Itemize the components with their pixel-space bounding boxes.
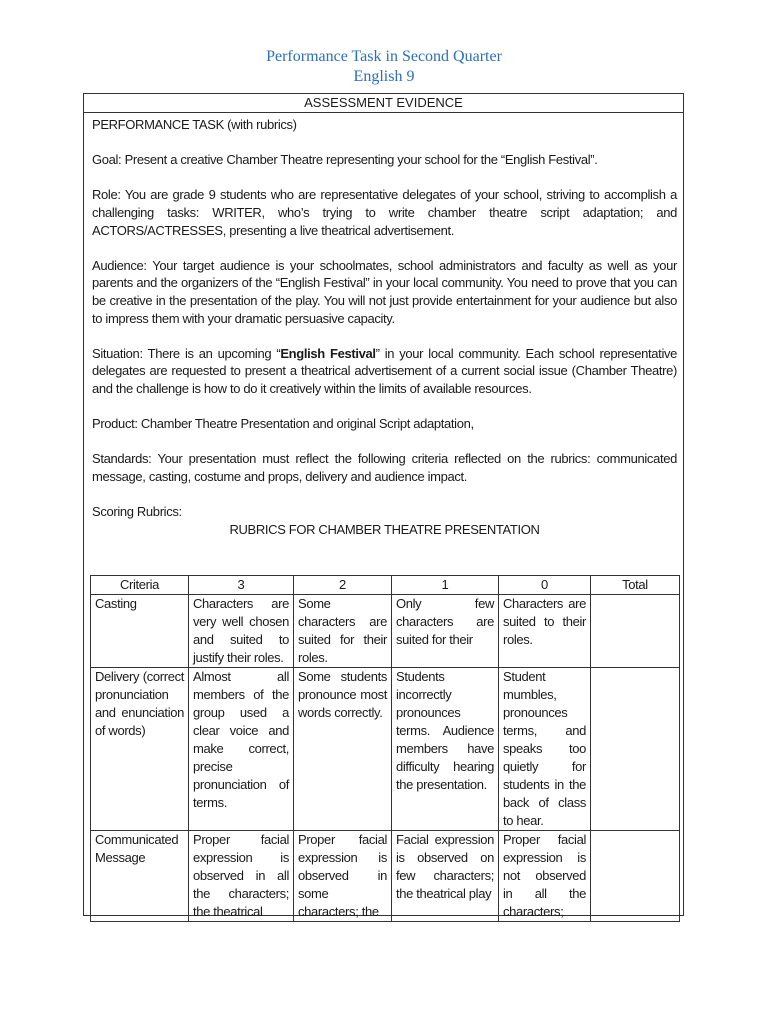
table-row (91, 831, 680, 922)
document-title: Performance Task in Second Quarter (266, 48, 502, 65)
header-score-3: 3 (189, 576, 294, 595)
score-2-cell: Some characters are suited for their roles. (294, 595, 392, 668)
score-0-cell: Proper facial expression is not observed in all the characters; (499, 831, 591, 922)
rubric-table (90, 575, 680, 922)
header-score-2: 2 (294, 576, 392, 595)
total-cell (591, 668, 680, 831)
section-header: ASSESSMENT EVIDENCE (84, 94, 683, 113)
festival-name: English Festival (280, 345, 376, 361)
score-1-cell: Facial expression is observed on few characters; the theatrical play (392, 831, 499, 922)
header-score-1: 1 (392, 576, 499, 595)
performance-task-heading: PERFORMANCE TASK (with rubrics) (92, 117, 297, 132)
score-1-cell: Students incorrectly pronounces terms. Audience members have difficulty hearing the presentation. (392, 668, 499, 831)
header-total: Total (591, 576, 680, 595)
criteria-cell: Casting (91, 595, 189, 668)
assessment-frame (83, 93, 684, 919)
role-paragraph: Role: You are grade 9 students who are representative delegates of your school, striving to accomplish a challenging tasks: WRITER, who’s trying to write chamber theatre script adaptation; and ACTORS/ACTRESSES, presenting a live theatrical advertisement. (92, 187, 677, 238)
score-3-cell: Characters are very well chosen and suited to justify their roles. (189, 595, 294, 668)
score-1-cell: Only few characters are suited for their (392, 595, 499, 668)
goal-paragraph: Goal: Present a creative Chamber Theatre representing your school for the “English Festival”. (92, 152, 598, 168)
table-row (91, 668, 680, 831)
rubric-header-row (91, 576, 680, 595)
total-cell (591, 595, 680, 668)
header-score-0: 0 (499, 576, 591, 595)
criteria-cell: Communicated Message (91, 831, 189, 922)
product-paragraph: Product: Chamber Theatre Presentation and original Script adaptation, (92, 416, 474, 432)
table-row (91, 595, 680, 668)
score-0-cell: Characters are suited to their roles. (499, 595, 591, 668)
document-subtitle: English 9 (353, 68, 415, 85)
score-0-cell: Student mumbles, pronounces terms, and speaks too quietly for students in the back of class to hear. (499, 668, 591, 831)
header-criteria: Criteria (91, 576, 189, 595)
score-3-cell: Almost all members of the group used a clear voice and make correct, precise pronunciation of terms. (189, 668, 294, 831)
rubrics-title: RUBRICS FOR CHAMBER THEATRE PRESENTATION (229, 521, 540, 537)
criteria-cell: Delivery (correct pronunciation and enunciation of words) (91, 668, 189, 831)
task-description (92, 116, 677, 556)
audience-paragraph: Audience: Your target audience is your schoolmates, school administrators and faculty as well as your parents and the organizers of the “English Festival” in your local community. You need to prove that you can be creative in the presentation of the play. You will not just provide entertainment for your audience but also to impress them with your dramatic persuasive capacity. (92, 257, 677, 326)
score-2-cell: Proper facial expression is observed in some characters; the (294, 831, 392, 922)
score-2-cell: Some students pronounce most words correctly. (294, 668, 392, 831)
total-cell (591, 831, 680, 922)
situation-paragraph: Situation: There is an upcoming “English Festival” in your local community. Each school representative delegates are requested to present a theatrical advertisement of a current social issue (Chamber Theatre) and the challenge is how to do it creatively within the limits of available resources. (92, 345, 678, 396)
score-3-cell: Proper facial expression is observed in all the characters; the theatrical (189, 831, 294, 922)
standards-paragraph: Standards: Your presentation must reflect the following criteria reflected on the rubrics: communicated message, casting, costume and props, delivery and audience impact. (92, 451, 677, 484)
scoring-label: Scoring Rubrics: (92, 504, 182, 520)
